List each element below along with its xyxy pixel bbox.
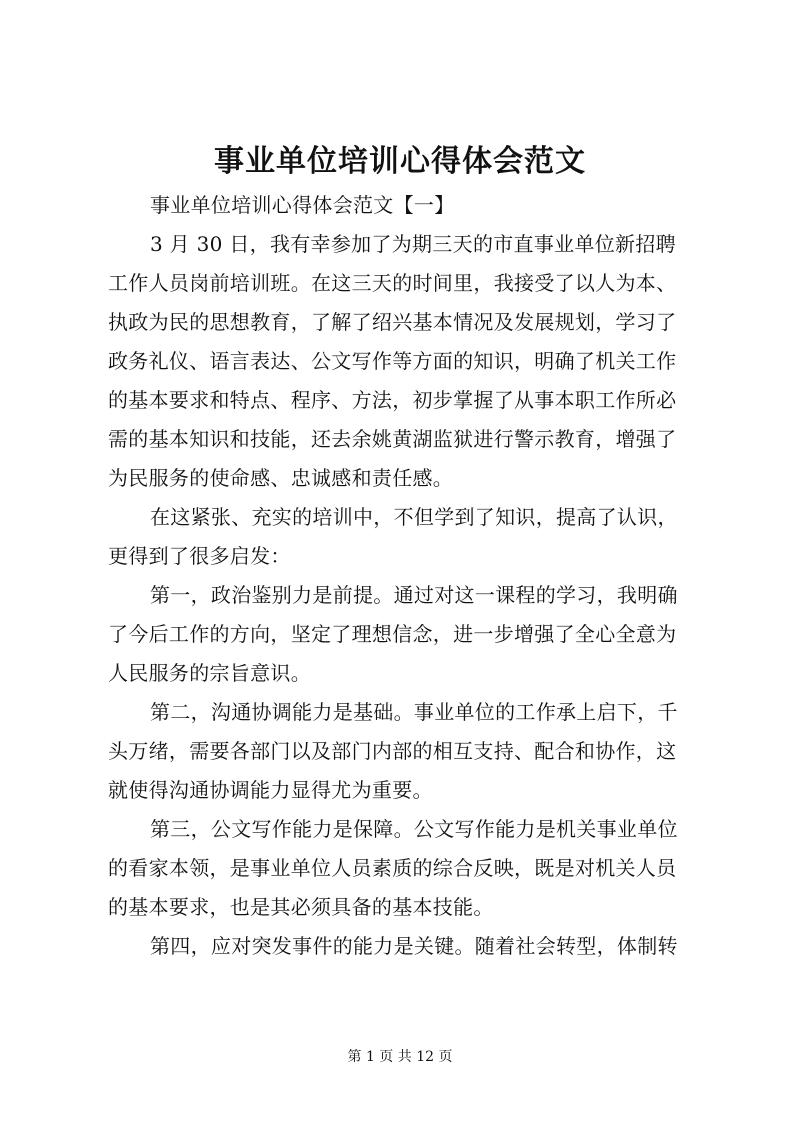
paragraph bbox=[108, 498, 708, 576]
paragraph-line: 工作人员岗前培训班。在这三天的时间里，我接受了以人为本、 bbox=[108, 271, 677, 295]
paragraph-first-line: 3 月 30 日，我有幸参加了为期三天的市直事业单位新招聘 bbox=[150, 232, 676, 256]
paragraph bbox=[108, 693, 708, 810]
paragraph-first-line: 事业单位培训心得体会范文【一】 bbox=[150, 193, 455, 217]
document-title: 事业单位培训心得体会范文 bbox=[214, 144, 586, 179]
paragraph bbox=[108, 576, 708, 693]
paragraph-first-line: 第一，政治鉴别力是前提。通过对这一课程的学习，我明确 bbox=[150, 583, 678, 607]
paragraph-line: 的看家本领，是事业单位人员素质的综合反映，既是对机关人员 bbox=[108, 856, 677, 880]
paragraph bbox=[108, 186, 708, 225]
paragraph-line: 就使得沟通协调能力显得尤为重要。 bbox=[108, 778, 433, 802]
paragraph bbox=[108, 225, 708, 498]
paragraph-line: 了今后工作的方向，坚定了理想信念，进一步增强了全心全意为 bbox=[108, 622, 677, 646]
paragraph-line: 的基本要求和特点、程序、方法，初步掌握了从事本职工作所必 bbox=[108, 388, 677, 412]
paragraph-line: 执政为民的思想教育，了解了绍兴基本情况及发展规划，学习了 bbox=[108, 310, 677, 334]
paragraph-line: 为民服务的使命感、忠诚感和责任感。 bbox=[108, 466, 454, 490]
paragraph bbox=[108, 810, 708, 927]
paragraph-first-line: 第四，应对突发事件的能力是关键。随着社会转型，体制转 bbox=[150, 934, 678, 958]
paragraph-line: 更得到了很多启发： bbox=[108, 544, 291, 568]
paragraph bbox=[108, 927, 708, 966]
paragraph-line: 的基本要求，也是其必须具备的基本技能。 bbox=[108, 895, 494, 919]
page-footer: 第 1 页 共 12 页 bbox=[347, 1049, 453, 1065]
paragraph-line: 需的基本知识和技能，还去余姚黄湖监狱进行警示教育，增强了 bbox=[108, 427, 677, 451]
paragraph-first-line: 在这紧张、充实的培训中，不但学到了知识，提高了认识， bbox=[150, 505, 678, 529]
paragraph-first-line: 第二，沟通协调能力是基础。事业单位的工作承上启下，千 bbox=[150, 700, 678, 724]
document-body bbox=[108, 186, 708, 966]
paragraph-line: 头万绪，需要各部门以及部门内部的相互支持、配合和协作，这 bbox=[108, 739, 677, 763]
paragraph-line: 人民服务的宗旨意识。 bbox=[108, 661, 311, 685]
paragraph-line: 政务礼仪、语言表达、公文写作等方面的知识，明确了机关工作 bbox=[108, 349, 677, 373]
paragraph-first-line: 第三，公文写作能力是保障。公文写作能力是机关事业单位 bbox=[150, 817, 678, 841]
